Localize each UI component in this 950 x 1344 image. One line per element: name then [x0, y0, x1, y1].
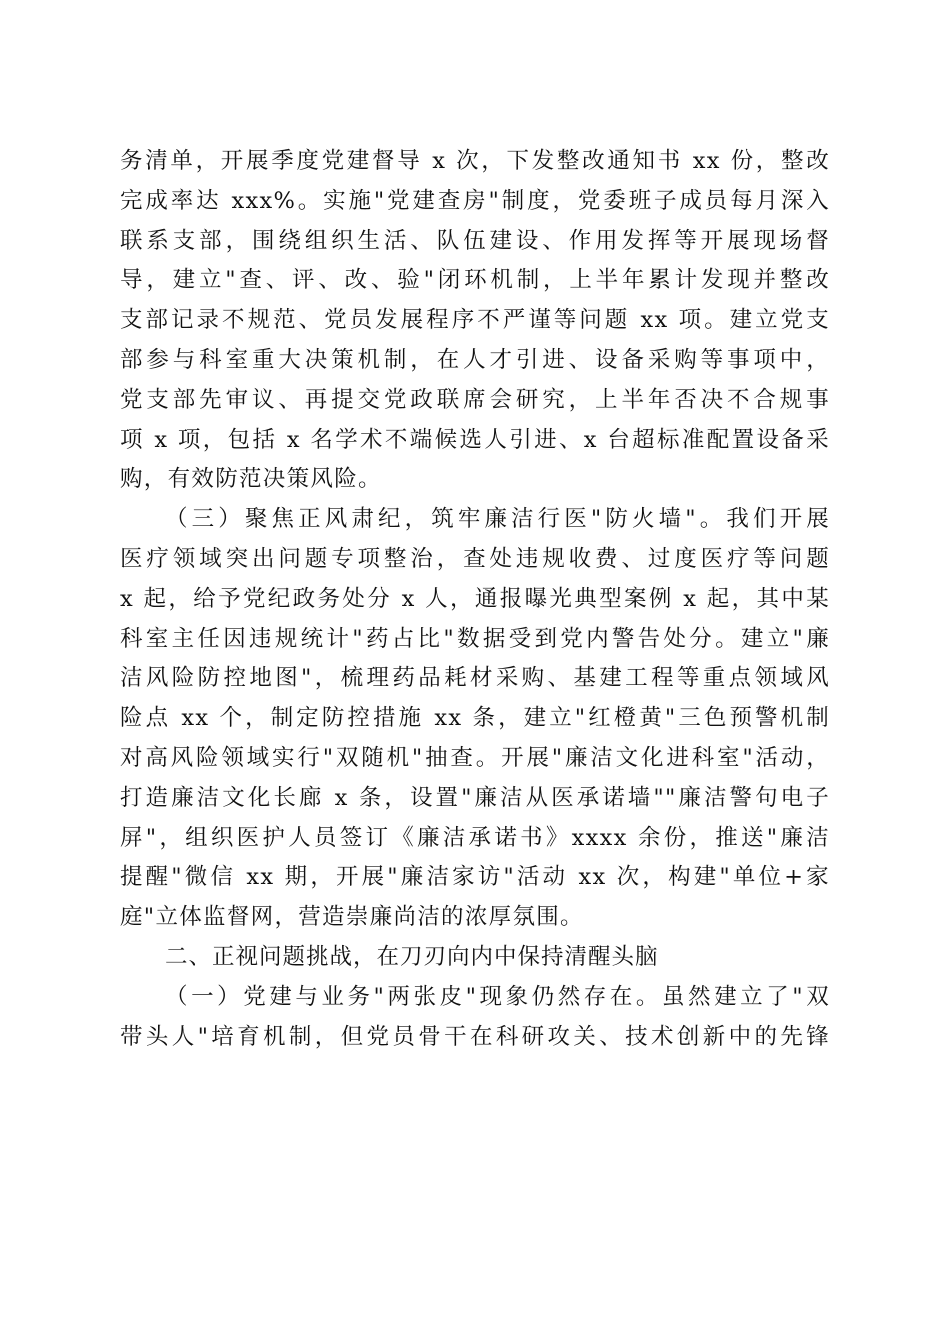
- paragraph-line: 屏"，组织医护人员签订《廉洁承诺书》xxxx 余份，推送"廉洁: [120, 824, 830, 851]
- paragraph-line: 联系支部，围绕组织生活、队伍建设、作用发挥等开展现场督: [120, 227, 830, 254]
- paragraph-line: （一）党建与业务"两张皮"现象仍然存在。虽然建立了"双: [165, 983, 830, 1010]
- paragraph-line: 庭"立体监督网，营造崇廉尚洁的浓厚氛围。: [120, 904, 584, 931]
- paragraph-line: 导，建立"查、评、改、验"闭环机制，上半年累计发现并整改: [120, 267, 830, 294]
- paragraph-1: [120, 142, 830, 500]
- paragraph-line: （三）聚焦正风肃纪，筑牢廉洁行医"防火墙"。我们开展: [165, 506, 830, 533]
- paragraph-3: [120, 978, 830, 1058]
- paragraph-line: 科室主任因违规统计"药占比"数据受到党内警告处分。建立"廉: [120, 625, 830, 652]
- paragraph-line: 打造廉洁文化长廊 x 条，设置"廉洁从医承诺墙""廉洁警句电子: [120, 784, 830, 811]
- paragraph-line: 项 x 项，包括 x 名学术不端候选人引进、x 台超标准配置设备采: [120, 426, 830, 453]
- paragraph-line: 部参与科室重大决策机制，在人才引进、设备采购等事项中，: [120, 346, 830, 373]
- paragraph-line: 完成率达 xxx%。实施"党建查房"制度，党委班子成员每月深入: [120, 187, 830, 214]
- paragraph-2: [120, 500, 830, 938]
- paragraph-line: 医疗领域突出问题专项整治，查处违规收费、过度医疗等问题: [120, 545, 830, 572]
- paragraph-line: 洁风险防控地图"，梳理药品耗材采购、基建工程等重点领域风: [120, 665, 830, 692]
- section-heading: 二、正视问题挑战，在刀刃向内中保持清醒头脑: [165, 943, 659, 970]
- paragraph-line: 带头人"培育机制，但党员骨干在科研攻关、技术创新中的先锋: [120, 1023, 830, 1050]
- paragraph-line: 对高风险领域实行"双随机"抽查。开展"廉洁文化进科室"活动，: [120, 744, 830, 771]
- paragraph-line: 支部记录不规范、党员发展程序不严谨等问题 xx 项。建立党支: [120, 307, 830, 334]
- paragraph-line: 务清单，开展季度党建督导 x 次，下发整改通知书 xx 份，整改: [120, 148, 830, 174]
- paragraph-line: 购，有效防范决策风险。: [120, 466, 382, 493]
- paragraph-line: 险点 xx 个，制定防控措施 xx 条，建立"红橙黄"三色预警机制: [120, 705, 830, 732]
- paragraph-line: x 起，给予党纪政务处分 x 人，通报曝光典型案例 x 起，其中某: [120, 585, 830, 612]
- paragraph-line: 提醒"微信 xx 期，开展"廉洁家访"活动 xx 次，构建"单位+家: [120, 864, 830, 891]
- paragraph-line: 党支部先审议、再提交党政联席会研究，上半年否决不合规事: [120, 386, 830, 413]
- document-body: [120, 142, 830, 1057]
